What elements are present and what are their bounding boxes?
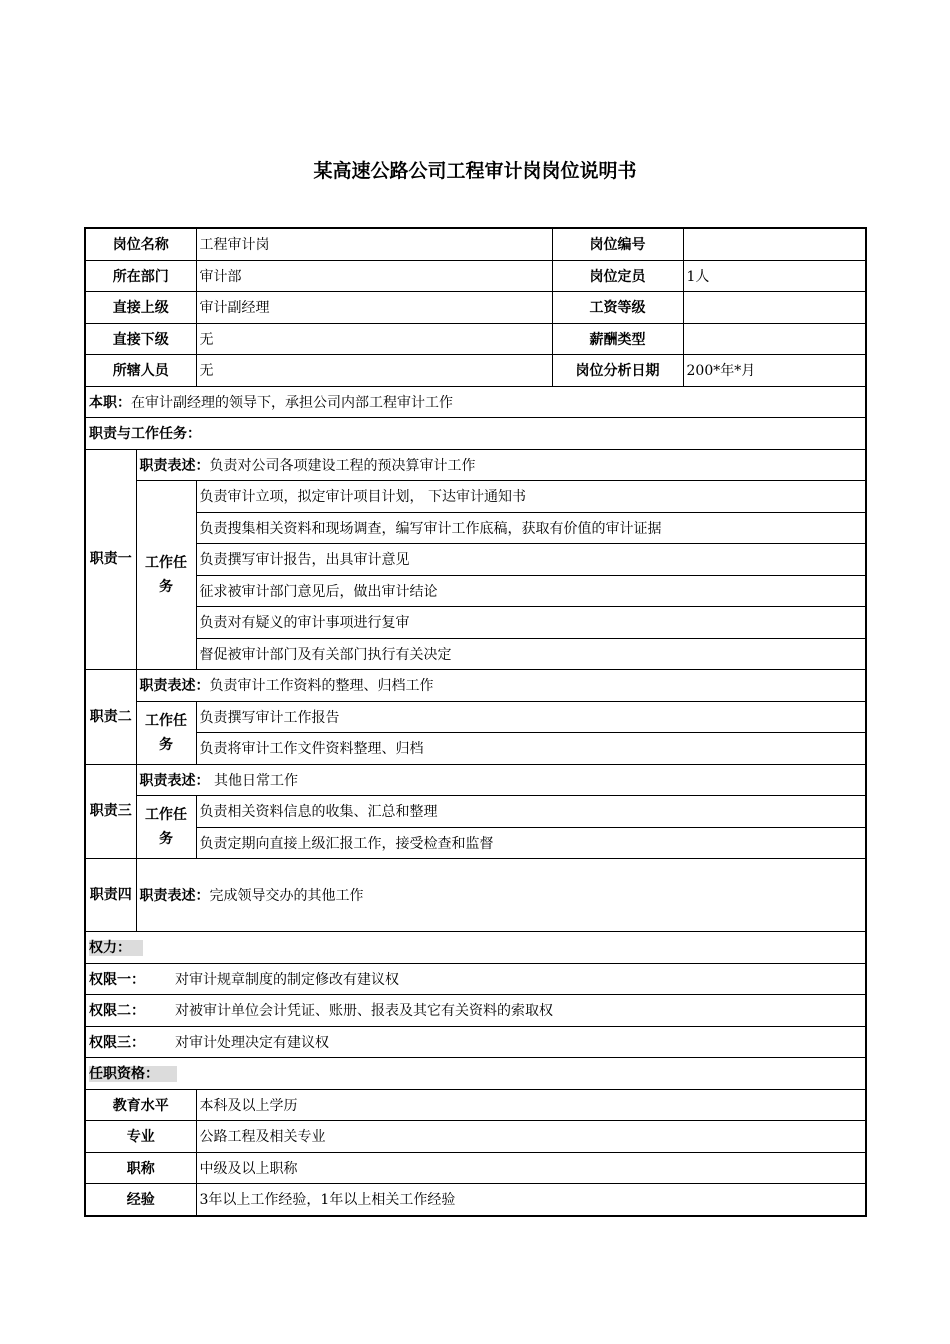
task-row — [85, 827, 866, 859]
core-text: 在审计副经理的领导下，承担公司内部工程审计工作 — [131, 394, 453, 411]
duties-header-row — [85, 418, 866, 450]
info-label: 直接下级 — [85, 323, 196, 355]
duty-statement-row — [85, 670, 866, 702]
document-title: 某高速公路公司工程审计岗岗位说明书 — [313, 160, 637, 182]
task-row — [85, 733, 866, 765]
task-row — [85, 607, 866, 639]
info-value — [683, 292, 866, 324]
power-text: 对审计处理决定有建议权 — [175, 1034, 329, 1051]
duty-statement: 其他日常工作 — [209, 772, 298, 789]
duties-header: 职责与工作任务： — [85, 418, 866, 450]
duty-name: 职责一 — [85, 449, 136, 670]
duty-name: 职责三 — [85, 764, 136, 859]
qualification-value: 中级及以上职称 — [196, 1152, 866, 1184]
qualification-row — [85, 1121, 866, 1153]
qualification-row — [85, 1089, 866, 1121]
power-text: 对被审计单位会计凭证、账册、报表及其它有关资料的索取权 — [175, 1003, 553, 1020]
powers-header: 权力： — [89, 940, 143, 956]
qualification-label: 经验 — [85, 1184, 196, 1216]
powers-header-row — [85, 932, 866, 964]
info-label: 工资等级 — [552, 292, 683, 324]
task-row — [85, 544, 866, 576]
power-row — [85, 995, 866, 1027]
task-item: 负责对有疑义的审计事项进行复审 — [196, 607, 866, 639]
task-item: 负责搜集相关资料和现场调查，编写审计工作底稿，获取有价值的审计证据 — [196, 512, 866, 544]
duty-statement-label: 职责表述： — [139, 678, 210, 695]
info-value: 审计部 — [196, 260, 552, 292]
qualification-label: 专业 — [85, 1121, 196, 1153]
info-row — [85, 260, 866, 292]
core-row — [85, 386, 866, 418]
info-label: 直接上级 — [85, 292, 196, 324]
qualification-value: 本科及以上学历 — [196, 1089, 866, 1121]
info-value: 200*年*月 — [683, 355, 866, 387]
info-label: 岗位编号 — [552, 228, 683, 260]
qualification-value: 3年以上工作经验，1年以上相关工作经验 — [196, 1184, 866, 1216]
task-item: 负责定期向直接上级汇报工作，接受检查和监督 — [196, 827, 866, 859]
info-row — [85, 292, 866, 324]
duty-statement-row — [85, 449, 866, 481]
task-row — [85, 796, 866, 828]
duty-name: 职责二 — [85, 670, 136, 765]
task-row — [85, 512, 866, 544]
power-row — [85, 1026, 866, 1058]
qualification-row — [85, 1184, 866, 1216]
info-value: 审计副经理 — [196, 292, 552, 324]
qualification-value: 公路工程及相关专业 — [196, 1121, 866, 1153]
task-item: 督促被审计部门及有关部门执行有关决定 — [196, 638, 866, 670]
task-label: 工作任务 — [136, 796, 196, 859]
qualification-label: 职称 — [85, 1152, 196, 1184]
task-label: 工作任务 — [136, 701, 196, 764]
task-row — [85, 638, 866, 670]
qualifications-header: 任职资格： — [89, 1066, 177, 1082]
task-row — [85, 481, 866, 513]
duty-statement: 完成领导交办的其他工作 — [209, 888, 364, 904]
info-value: 无 — [196, 355, 552, 387]
power-text: 对审计规章制度的制定修改有建议权 — [175, 971, 399, 988]
task-item: 负责相关资料信息的收集、汇总和整理 — [196, 796, 866, 828]
task-item: 负责将审计工作文件资料整理、归档 — [196, 733, 866, 765]
duty-statement: 负责对公司各项建设工程的预决算审计工作 — [209, 457, 476, 474]
job-description-table — [84, 227, 867, 1217]
power-row — [85, 963, 866, 995]
qualifications-header-row — [85, 1058, 866, 1090]
duty-statement-row — [85, 859, 866, 932]
duty-statement-row — [85, 764, 866, 796]
info-label: 薪酬类型 — [552, 323, 683, 355]
qualification-row — [85, 1152, 866, 1184]
task-item: 负责审计立项，拟定审计项目计划， 下达审计通知书 — [196, 481, 866, 513]
qualification-label: 教育水平 — [85, 1089, 196, 1121]
info-label: 岗位分析日期 — [552, 355, 683, 387]
core-label: 本职： — [89, 394, 131, 411]
info-value: 1人 — [683, 260, 866, 292]
info-label: 岗位定员 — [552, 260, 683, 292]
info-value: 工程审计岗 — [196, 228, 552, 260]
task-item: 负责撰写审计报告，出具审计意见 — [196, 544, 866, 576]
task-row — [85, 701, 866, 733]
info-label: 岗位名称 — [85, 228, 196, 260]
info-value — [683, 323, 866, 355]
task-label: 工作任务 — [136, 481, 196, 670]
info-row — [85, 323, 866, 355]
duty-statement-label: 职责表述： — [139, 888, 210, 904]
info-label: 所辖人员 — [85, 355, 196, 387]
duty-statement-label: 职责表述： — [139, 457, 210, 474]
info-label: 所在部门 — [85, 260, 196, 292]
power-label: 权限二： — [89, 1003, 145, 1020]
info-row — [85, 355, 866, 387]
duty-name: 职责四 — [85, 859, 136, 932]
task-item: 负责撰写审计工作报告 — [196, 701, 866, 733]
task-item: 征求被审计部门意见后，做出审计结论 — [196, 575, 866, 607]
info-value — [683, 228, 866, 260]
duty-statement-label: 职责表述： — [139, 772, 210, 789]
info-row — [85, 228, 866, 260]
duty-statement: 负责审计工作资料的整理、归档工作 — [209, 678, 434, 695]
info-value: 无 — [196, 323, 552, 355]
task-row — [85, 575, 866, 607]
power-label: 权限一： — [89, 971, 145, 988]
power-label: 权限三： — [89, 1034, 145, 1051]
